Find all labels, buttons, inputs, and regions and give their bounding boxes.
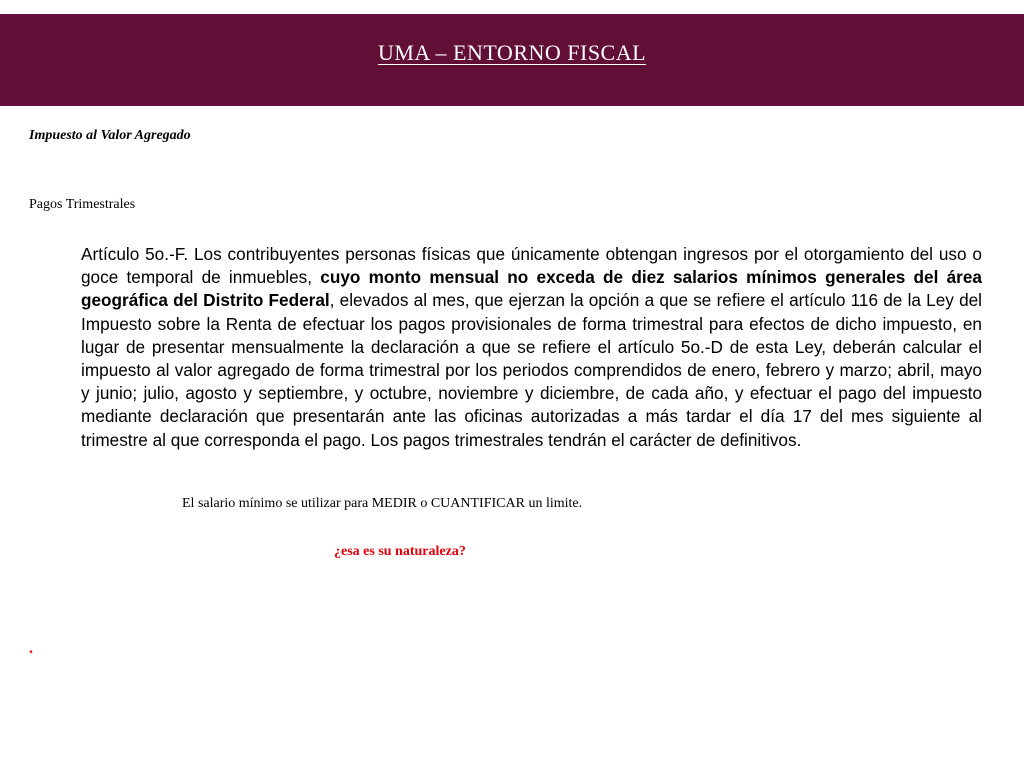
slide-title: UMA – ENTORNO FISCAL — [377, 40, 647, 65]
question-text: ¿esa es su naturaleza? — [334, 544, 466, 559]
bullet-dot: . — [29, 640, 33, 657]
article-text-part1: Artículo 5o.-F. Los contribuyentes personas físicas que únicamente obtengan ingresos por el otorgamiento del uso o goce temporal de inmuebles, — [81, 244, 982, 288]
article-text-part2: , elevados al mes, que ejerzan la opción a que se refiere el artículo 116 de la Ley del Impuesto sobre la Renta de efectuar los pagos provisionales de forma trimestral para efectos de dicho impuesto, en lugar de presentar mensualmente la declaración a que se refiere el artículo 5o.-D de esta Ley, deberán calcular el impuesto al valor agregado de forma trimestral por los periodos comprendidos de enero, febrero y marzo; abril, mayo y junio; julio, agosto y septiembre, y octubre, noviembre y diciembre, de cada año, y efectuar el pago del impuesto mediante declaración que presentarán ante las oficinas autorizadas a más tardar el día 17 del mes siguiente al trimestre al que corresponda el pago. Los pagos trimestrales tendrán el carácter de definitivos. — [81, 290, 983, 450]
section-label: Pagos Trimestrales — [29, 197, 136, 212]
subtitle: Impuesto al Valor Agregado — [29, 128, 191, 143]
article-paragraph — [81, 243, 982, 452]
note-text: El salario mínimo se utilizar para MEDIR o CUANTIFICAR un limite. — [182, 496, 583, 511]
article-text-bold: cuyo monto mensual no exceda de diez salarios mínimos generales del área geográfica del Distrito Federal — [81, 267, 982, 311]
